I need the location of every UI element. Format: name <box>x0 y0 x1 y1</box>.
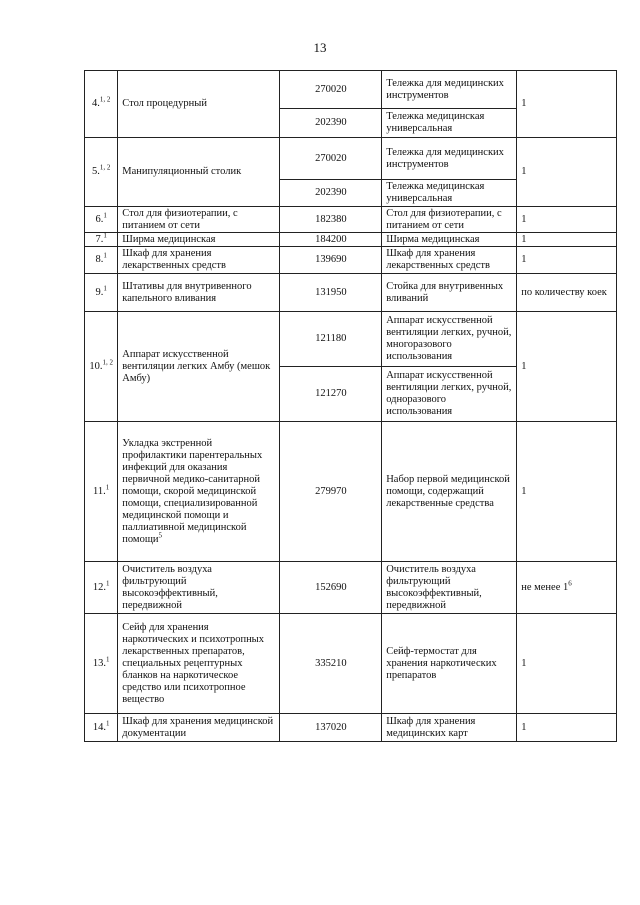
quantity: 1 <box>517 71 617 138</box>
type-name: Аппарат искусственной вентиляции легких, ручной, многоразового использования <box>382 312 517 367</box>
equipment-name: Стол процедурный <box>118 71 280 138</box>
table-row <box>85 422 617 562</box>
type-code: 335210 <box>280 614 382 714</box>
row-number: 6.$^1$ <box>85 207 118 233</box>
type-name: Тележка для медицинских инструментов <box>382 138 517 180</box>
type-code: 270020 <box>280 138 382 180</box>
row-number: 12.$^1$ <box>85 562 118 614</box>
quantity: 1 <box>517 614 617 714</box>
type-code: 121270 <box>280 367 382 422</box>
quantity: 1 <box>517 422 617 562</box>
row-number: 8.$^1$ <box>85 247 118 274</box>
type-name: Аппарат искусственной вентиляции легких, ручной, одноразового использования <box>382 367 517 422</box>
type-name: Тележка медицинская универсальная <box>382 180 517 207</box>
type-name: Шкаф для хранения медицинских карт <box>382 714 517 742</box>
table-row <box>85 233 617 247</box>
row-number: 10.$^{1, 2}$ <box>85 312 118 422</box>
type-name: Шкаф для хранения лекарственных средств <box>382 247 517 274</box>
type-code: 121180 <box>280 312 382 367</box>
equipment-name: Шкаф для хранения лекарственных средств <box>118 247 280 274</box>
type-code: 202390 <box>280 180 382 207</box>
row-number: 5.$^{1, 2}$ <box>85 138 118 207</box>
type-code: 139690 <box>280 247 382 274</box>
table-row <box>85 562 617 614</box>
equipment-name: Очиститель воздуха фильтрующий высокоэффективный, передвижной <box>118 562 280 614</box>
row-number: 7.$^1$ <box>85 233 118 247</box>
equipment-name: Манипуляционный столик <box>118 138 280 207</box>
row-number: 13.$^1$ <box>85 614 118 714</box>
table-row <box>85 138 617 180</box>
type-code: 131950 <box>280 274 382 312</box>
row-number: 11.$^1$ <box>85 422 118 562</box>
row-number: 14.$^1$ <box>85 714 118 742</box>
type-code: 270020 <box>280 71 382 109</box>
type-name: Очиститель воздуха фильтрующий высокоэффективный, передвижной <box>382 562 517 614</box>
type-name: Набор первой медицинской помощи, содержащий лекарственные средства <box>382 422 517 562</box>
equipment-name: Сейф для хранения наркотических и психотропных лекарственных препаратов, специальных рецептурных бланков на наркотическое средство или психотропное вещество <box>118 614 280 714</box>
type-code: 152690 <box>280 562 382 614</box>
equipment-name: Укладка экстренной профилактики парентеральных инфекций для оказания первичной медико-санитарной помощи, скорой медицинской помощи, специализированной медицинской помощи и паллиативной медицинской помощи$^5$ <box>118 422 280 562</box>
table-row <box>85 614 617 714</box>
quantity: 1 <box>517 714 617 742</box>
page-number: 13 <box>313 40 327 55</box>
table-row <box>85 247 617 274</box>
table-row <box>85 207 617 233</box>
type-name: Стойка для внутривенных вливаний <box>382 274 517 312</box>
type-code: 137020 <box>280 714 382 742</box>
table-row <box>85 312 617 367</box>
table-row <box>85 274 617 312</box>
quantity: 1 <box>517 207 617 233</box>
quantity: 1 <box>517 312 617 422</box>
type-name: Тележка для медицинских инструментов <box>382 71 517 109</box>
quantity: 1 <box>517 233 617 247</box>
equipment-name: Штативы для внутривенного капельного вливания <box>118 274 280 312</box>
equipment-table <box>84 70 617 742</box>
type-code: 279970 <box>280 422 382 562</box>
quantity: 1 <box>517 138 617 207</box>
equipment-name: Ширма медицинская <box>118 233 280 247</box>
table-row <box>85 71 617 109</box>
type-code: 182380 <box>280 207 382 233</box>
equipment-name: Стол для физиотерапии, с питанием от сети <box>118 207 280 233</box>
type-code: 202390 <box>280 109 382 138</box>
row-number: 4.$^{1, 2}$ <box>85 71 118 138</box>
row-number: 9.$^1$ <box>85 274 118 312</box>
quantity: не менее $1^6$ <box>517 562 617 614</box>
type-name: Сейф-термостат для хранения наркотических препаратов <box>382 614 517 714</box>
type-name: Стол для физиотерапии, с питанием от сети <box>382 207 517 233</box>
quantity: 1 <box>517 247 617 274</box>
equipment-name: Аппарат искусственной вентиляции легких Амбу (мешок Амбу) <box>118 312 280 422</box>
equipment-name: Шкаф для хранения медицинской документации <box>118 714 280 742</box>
table-row <box>85 714 617 742</box>
type-name: Ширма медицинская <box>382 233 517 247</box>
type-name: Тележка медицинская универсальная <box>382 109 517 138</box>
quantity: по количеству коек <box>517 274 617 312</box>
type-code: 184200 <box>280 233 382 247</box>
